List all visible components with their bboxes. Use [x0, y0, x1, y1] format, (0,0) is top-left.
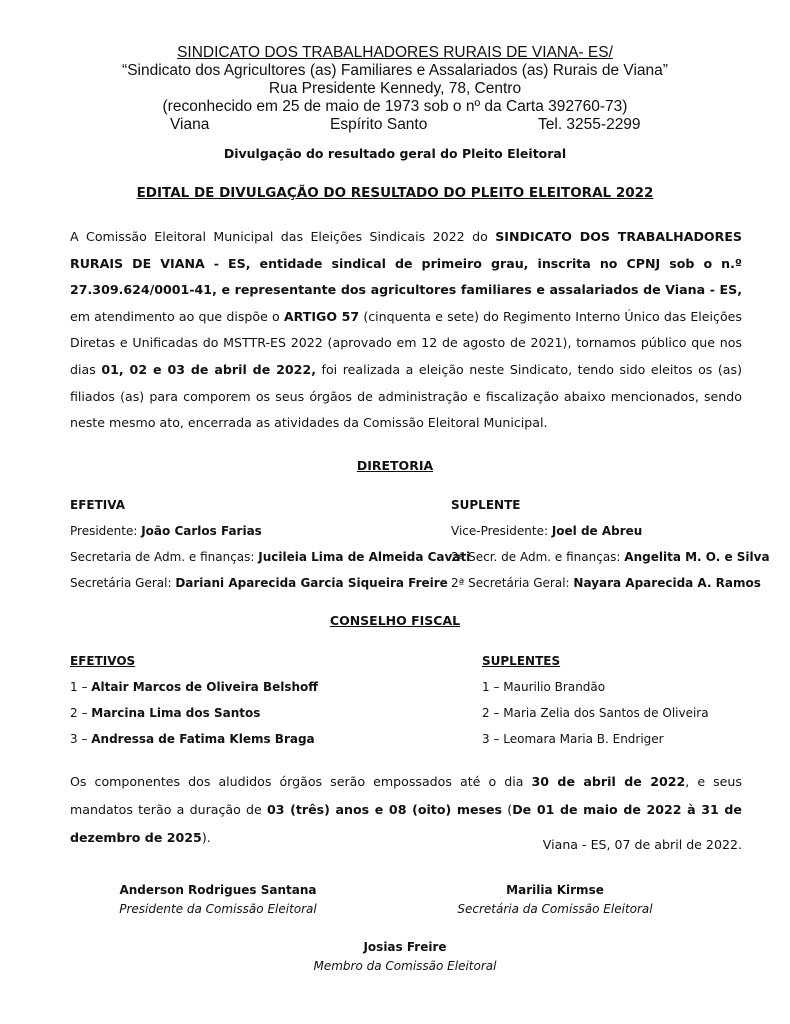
role-label: Secretaria de Adm. e finanças:	[70, 550, 259, 564]
signatory-name: Marilia Kirmse	[506, 883, 604, 897]
role-label: Secretária Geral:	[70, 576, 176, 590]
role-label: 2ª Secr. de Adm. e finanças:	[451, 550, 625, 564]
list-item	[70, 732, 318, 758]
role-label: 2ª Secretária Geral:	[451, 576, 574, 590]
union-address: Rua Presidente Kennedy, 78, Centro	[268, 80, 522, 97]
conselho-suplentes-column	[482, 654, 709, 758]
signature-block	[108, 883, 328, 916]
announcement-paragraph	[70, 224, 742, 437]
mandate-period: De 01 de maio de 2022 à 31 de dezembro de 2025	[70, 802, 742, 845]
signatory-role: Secretária da Comissão Eleitoral	[457, 902, 653, 916]
election-dates: 01, 02 e 03 de abril de 2022,	[101, 361, 316, 377]
member-name: Andressa de Fatima Klems Braga	[91, 732, 315, 746]
document-title: EDITAL DE DIVULGAÇÃO DO RESULTADO DO PLEITO ELEITORAL 2022	[136, 185, 654, 201]
signature-block	[295, 940, 515, 973]
member-name: João Carlos Farias	[141, 524, 262, 538]
list-item	[70, 680, 318, 706]
signatory-name: Anderson Rodrigues Santana	[119, 883, 317, 897]
member-name: Nayara Aparecida A. Ramos	[573, 576, 761, 590]
list-item: 1 – Maurilio Brandão	[482, 680, 606, 694]
diretoria-efetiva-column	[70, 498, 470, 602]
state: Espírito Santo	[330, 116, 428, 133]
role-label: Vice-Presidente:	[451, 524, 552, 538]
list-item	[451, 524, 770, 550]
text-run: (cinquenta e sete) do Regimento Interno Único das Eleições Diretas e Unificadas do MSTTR-ES 2022 (aprovado em 12 de agosto de 2021), tornamos público que nos dias	[70, 308, 742, 377]
signatory-name: Josias Freire	[363, 940, 447, 954]
city: Viana	[170, 116, 210, 133]
list-item	[70, 550, 470, 576]
document-subtitle: Divulgação do resultado geral do Pleito Eleitoral	[223, 146, 567, 161]
list-item	[451, 576, 770, 602]
list-item: 2 – Maria Zelia dos Santos de Oliveira	[482, 706, 709, 720]
section-heading-conselho-fiscal: CONSELHO FISCAL	[329, 613, 461, 628]
column-heading: EFETIVOS	[70, 654, 136, 668]
article-ref: ARTIGO 57	[283, 308, 360, 324]
text-run: ).	[201, 830, 211, 845]
role-label: Presidente:	[70, 524, 142, 538]
document-date: Viana - ES, 07 de abril de 2022.	[542, 837, 742, 852]
conselho-efetivos-column	[70, 654, 318, 758]
member-name: Angelita M. O. e Silva	[624, 550, 770, 564]
union-registration: (reconhecido em 25 de maio de 1973 sob o nº da Carta 392760-73)	[162, 98, 628, 115]
member-name: Joel de Abreu	[551, 524, 643, 538]
section-heading-diretoria: DIRETORIA	[356, 458, 434, 473]
signatory-role: Presidente da Comissão Eleitoral	[119, 902, 317, 916]
item-number: 3 –	[70, 732, 92, 746]
list-item	[70, 576, 470, 602]
text-run: , e seus mandatos terão a duração de	[70, 774, 742, 817]
member-name: Marcina Lima dos Santos	[91, 706, 261, 720]
column-heading: SUPLENTES	[482, 654, 561, 668]
column-heading: EFETIVA	[70, 498, 126, 512]
union-name: SINDICATO DOS TRABALHADORES RURAIS DE VIANA- ES/	[177, 44, 613, 61]
telephone: Tel. 3255-2299	[538, 116, 641, 133]
union-identification: SINDICATO DOS TRABALHADORES RURAIS DE VIANA - ES, entidade sindical de primeiro grau, inscrita no CPNJ sob o n.º 27.309.624/0001-41, e representante dos agricultores familiares e assalariados de Viana - ES,	[70, 229, 742, 298]
item-number: 1 –	[70, 680, 92, 694]
item-number: 2 –	[70, 706, 92, 720]
text-run: A Comissão Eleitoral Municipal das Eleições Sindicais 2022 do	[70, 229, 496, 244]
member-name: Dariani Aparecida Garcia Siqueira Freire	[175, 576, 448, 590]
list-item: 3 – Leomara Maria B. Endriger	[482, 732, 664, 746]
list-item	[70, 524, 470, 550]
text-run: Os componentes dos aludidos órgãos serão empossados até o dia	[70, 774, 532, 789]
member-name: Jucileia Lima de Almeida Cavati	[258, 550, 471, 564]
signatory-role: Membro da Comissão Eleitoral	[313, 959, 497, 973]
text-run: foi realizada a eleição neste Sindicato, tendo sido eleitos os (as) filiados (as) para comporem os seus órgãos de administração e fiscalização abaixo mencionados, sendo neste mesmo ato, encerrada as atividades da Comissão Eleitoral Municipal.	[70, 361, 742, 431]
union-subtitle: “Sindicato dos Agricultores (as) Familiares e Assalariados (as) Rurais de Viana”	[122, 62, 668, 79]
diretoria-suplente-column	[451, 498, 770, 602]
inauguration-date: 30 de abril de 2022	[531, 774, 686, 789]
text-run: (	[502, 802, 513, 817]
mandate-duration: 03 (três) anos e 08 (oito) meses	[267, 802, 503, 817]
list-item	[70, 706, 318, 732]
column-heading: SUPLENTE	[451, 498, 521, 512]
signature-block	[445, 883, 665, 916]
text-run: em atendimento ao que dispõe o	[70, 308, 284, 324]
member-name: Altair Marcos de Oliveira Belshoff	[91, 680, 318, 694]
list-item	[451, 550, 770, 576]
